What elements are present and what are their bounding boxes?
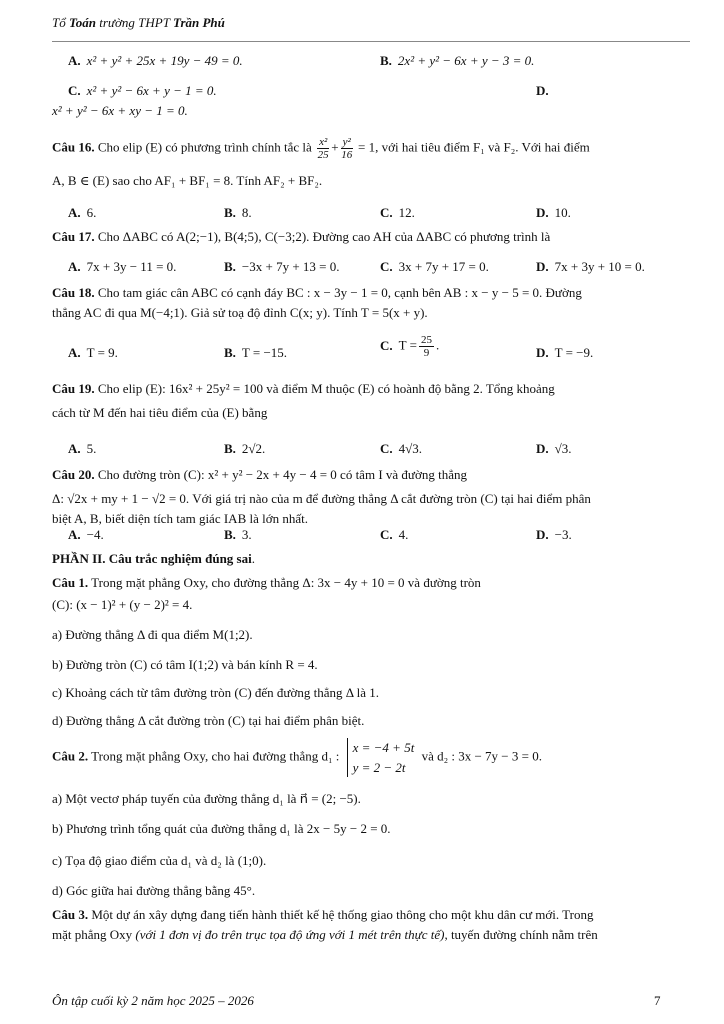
p1-statement-a: a) Đường thẳng Δ đi qua điểm M(1;2). (52, 627, 253, 642)
p2-statement-a: a) Một vectơ pháp tuyến của đường thẳng d₁ là n⃗ = (2; −5). (52, 791, 361, 806)
page-footer: Ôn tập cuối kỳ 2 năm học 2025 – 2026 (52, 993, 254, 1008)
question-18-line2: thẳng AC đi qua M(−4;1). Giả sử toạ độ đỉnh C(x; y). Tính T = 5(x + y). (52, 305, 428, 320)
q15-option-c: C. x² + y² − 6x + y − 1 = 0. (68, 83, 217, 98)
question-20: Câu 20. Cho đường tròn (C): x² + y² − 2x + 4y − 4 = 0 có tâm I và đường thẳng (52, 467, 467, 482)
part2-question-3: Câu 3. Một dự án xây dựng đang tiến hành thiết kế hệ thống giao thông cho một khu dân cư mới. Trong (52, 907, 594, 922)
q16-option-d: D. 10. (536, 205, 571, 220)
q17-option-c: C. 3x + 7y + 17 = 0. (380, 259, 489, 274)
q15-option-d: x² + y² − 6x + xy − 1 = 0. (52, 103, 188, 118)
fraction-25-9: $\frac{25}{9}$ (420, 334, 432, 360)
q18-option-d: D. T = −9. (536, 345, 594, 360)
q17-option-b: B. −3x + 7y + 13 = 0. (224, 259, 340, 274)
p1-statement-c: c) Khoảng cách từ tâm đường tròn (C) đến đường thẳng Δ là 1. (52, 685, 380, 700)
part-2-heading: PHẦN II. Câu trắc nghiệm đúng sai. (52, 551, 255, 566)
q18-option-b: B. T = −15. (224, 345, 288, 360)
part2-question-2: Câu 2. Trong mặt phẳng Oxy, cho hai đường thẳng d₁ : x = −4 + 5t y = 2 − 2t và d₂ : 3x − 7y − 3 = 0. (52, 738, 692, 777)
p2-statement-c: c) Tọa độ giao điểm của d₁ và d₂ là (1;0). (52, 853, 267, 868)
parametric-system: x = −4 + 5t y = 2 − 2t (347, 738, 415, 777)
q19-option-d: D. √3. (536, 441, 572, 456)
q15-option-b: B. 2x² + y² − 6x + y − 3 = 0. (380, 53, 535, 68)
p2-statement-d: d) Góc giữa hai đường thẳng bằng 45°. (52, 883, 256, 898)
p2-statement-b: b) Phương trình tổng quát của đường thẳng d₁ là 2x − 5y − 2 = 0. (52, 821, 391, 836)
q20-option-c: C. 4. (380, 527, 409, 542)
fraction-x2-25: $\frac{\text{x²}}{25}$ (317, 136, 329, 162)
p1-statement-d: d) Đường thẳng Δ cắt đường tròn (C) tại hai điểm phân biệt. (52, 713, 365, 728)
q16-option-b: B. 8. (224, 205, 252, 220)
p1-statement-b: b) Đường tròn (C) có tâm I(1;2) và bán kính R = 4. (52, 657, 318, 672)
q17-option-d: D. 7x + 3y + 10 = 0. (536, 259, 645, 274)
question-19: Câu 19. Cho elip (E): 16x² + 25y² = 100 và điểm M thuộc (E) có hoành độ bằng 2. Tổng khoảng (52, 381, 555, 396)
q16-option-c: C. 12. (380, 205, 415, 220)
question-19-line2: cách từ M đến hai tiêu điểm của (E) bằng (52, 405, 268, 420)
q15-option-d-label: D. (536, 83, 549, 98)
page-header: Tổ Toán trường THPT Trần Phú (52, 15, 225, 30)
question-18: Câu 18. Cho tam giác cân ABC có cạnh đáy BC : x − 3y − 1 = 0, cạnh bên AB : x − y − 5 = 0. Đường (52, 285, 582, 300)
q20-option-a: A. −4. (68, 527, 104, 542)
q18-option-c: C. T = $\frac{25}{9}$ . (380, 334, 440, 360)
q16-option-a: A. 6. (68, 205, 97, 220)
q18-option-a: A. T = 9. (68, 345, 118, 360)
q20-option-d: D. −3. (536, 527, 572, 542)
fraction-y2-16: $\frac{\text{y²}}{16}$ (341, 136, 353, 162)
page-number: 7 (654, 993, 661, 1008)
q17-option-a: A. 7x + 3y − 11 = 0. (68, 259, 177, 274)
part2-question-1: Câu 1. Trong mặt phẳng Oxy, cho đường thẳng Δ: 3x − 4y + 10 = 0 và đường tròn (52, 575, 481, 590)
part2-question-1-line2: (C): (x − 1)² + (y − 2)² = 4. (52, 597, 193, 612)
question-16: Câu 16. Cho elip (E) có phương trình chính tắc là $\frac{\text{x²}}{25}$ + $\frac{\text{y²}}{16}$ = 1, với hai tiêu điểm F₁ và F₂. Với hai điểm (52, 136, 590, 162)
question-17: Câu 17. Cho ΔABC có A(2;−1), B(4;5), C(−3;2). Đường cao AH của ΔABC có phương trình là (52, 229, 551, 244)
question-20-line3: biệt A, B, biết diện tích tam giác IAB là lớn nhất. (52, 511, 308, 526)
q15-option-a: A. x² + y² + 25x + 19y − 49 = 0. (68, 53, 243, 68)
question-20-line2: Δ: √2x + my + 1 − √2 = 0. Với giá trị nào của m để đường thẳng Δ cắt đường tròn (C) tại hai điểm phân (52, 491, 591, 506)
q19-option-b: B. 2√2. (224, 441, 266, 456)
q20-option-b: B. 3. (224, 527, 252, 542)
q19-option-c: C. 4√3. (380, 441, 423, 456)
header-divider (52, 41, 690, 42)
q19-option-a: A. 5. (68, 441, 97, 456)
question-16-line2: A, B ∈ (E) sao cho AF₁ + BF₁ = 8. Tính AF₂ + BF₂. (52, 173, 323, 188)
part2-question-3-line2: mặt phẳng Oxy (với 1 đơn vị đo trên trục tọa độ ứng với 1 mét trên thực tế), tuyến đường chính nằm trên (52, 927, 598, 942)
